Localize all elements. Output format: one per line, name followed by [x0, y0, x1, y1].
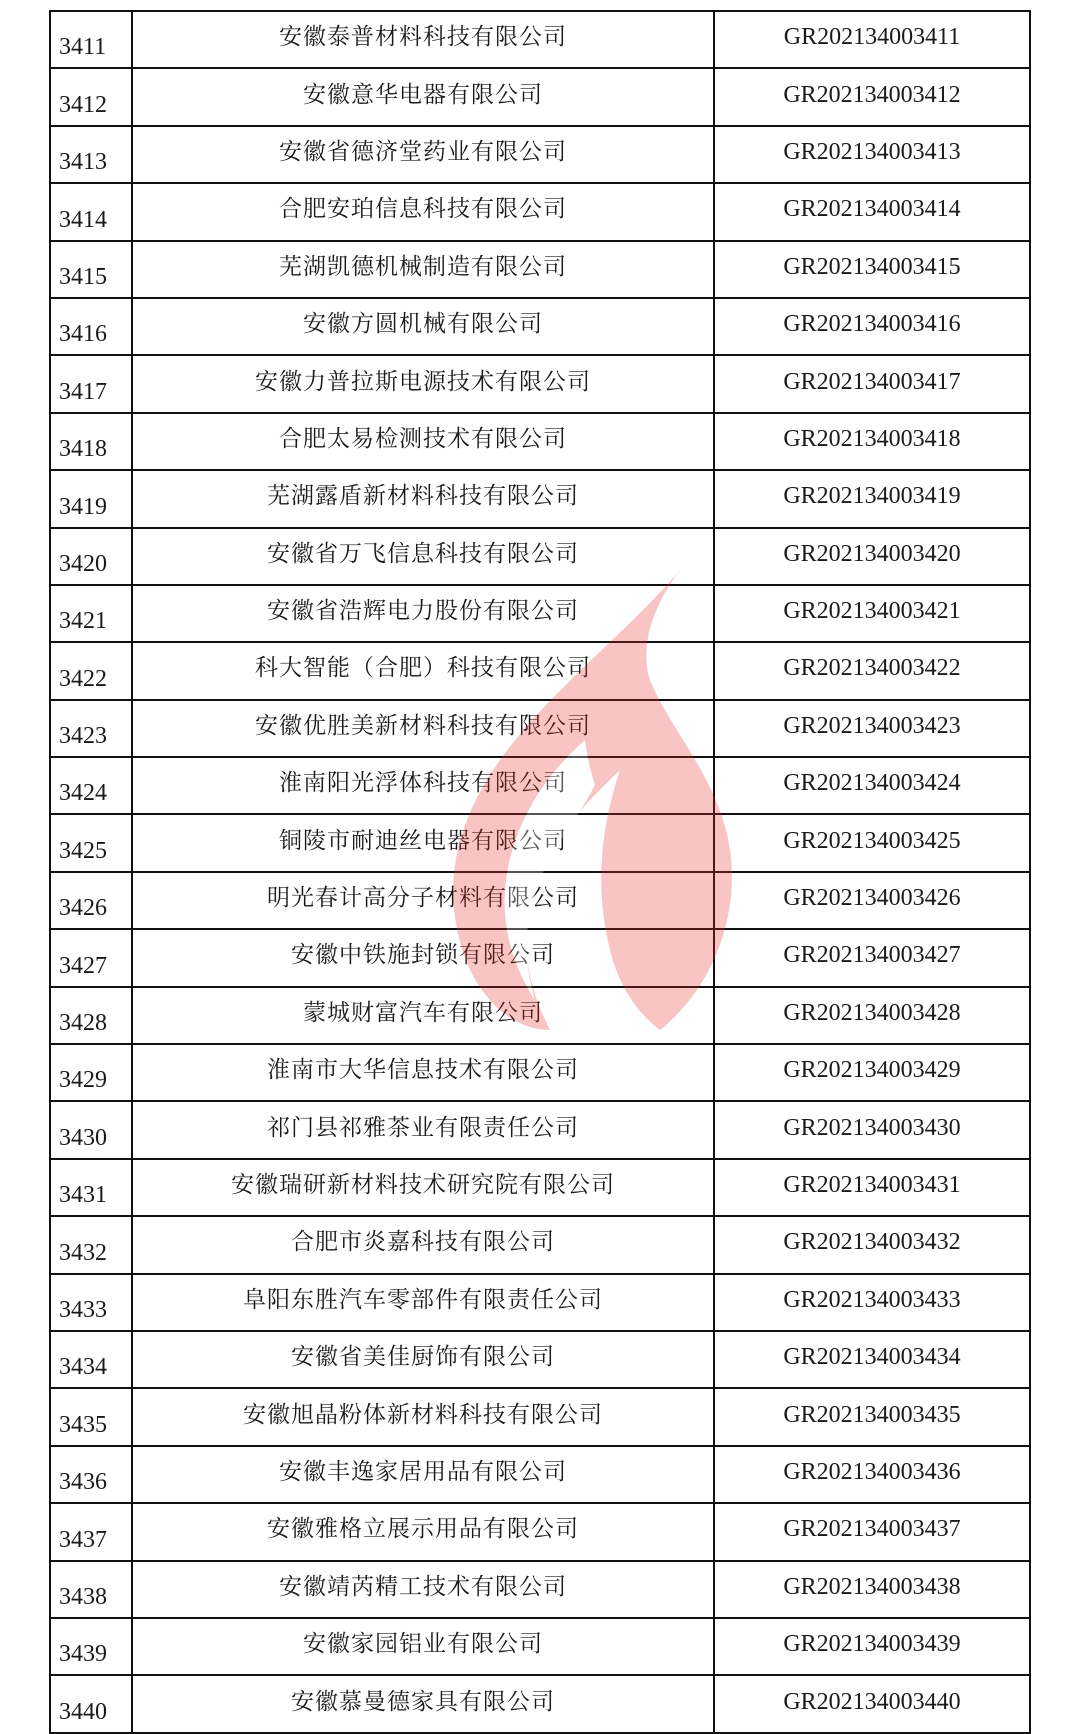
- row-number-cell: 3430: [50, 1101, 132, 1158]
- row-number-cell: 3427: [50, 929, 132, 986]
- table-row: [50, 1503, 1030, 1560]
- table-row: [50, 1388, 1030, 1445]
- certificate-code-cell: GR202134003411: [714, 11, 1030, 68]
- company-name-cell: 祁门县祁雅茶业有限责任公司: [132, 1101, 714, 1158]
- row-number-cell: 3439: [50, 1618, 132, 1675]
- company-name-cell: 安徽靖芮精工技术有限公司: [132, 1561, 714, 1618]
- certificate-code-cell: GR202134003426: [714, 872, 1030, 929]
- table-row: [50, 1446, 1030, 1503]
- certificate-code-cell: GR202134003431: [714, 1159, 1030, 1216]
- table-row: [50, 987, 1030, 1044]
- company-name-cell: 安徽优胜美新材料科技有限公司: [132, 700, 714, 757]
- certificate-code-cell: GR202134003434: [714, 1331, 1030, 1388]
- table-row: [50, 872, 1030, 929]
- certificate-code-cell: GR202134003429: [714, 1044, 1030, 1101]
- company-name-cell: 芜湖凯德机械制造有限公司: [132, 241, 714, 298]
- table-row: [50, 298, 1030, 355]
- row-number-cell: 3414: [50, 183, 132, 240]
- certificate-code-cell: GR202134003440: [714, 1675, 1030, 1732]
- table-row: [50, 528, 1030, 585]
- certificate-code-cell: GR202134003419: [714, 470, 1030, 527]
- table-row: [50, 470, 1030, 527]
- certificate-code-cell: GR202134003420: [714, 528, 1030, 585]
- row-number-cell: 3423: [50, 700, 132, 757]
- company-name-cell: 安徽慕曼德家具有限公司: [132, 1675, 714, 1732]
- table-row: [50, 1044, 1030, 1101]
- company-name-cell: 淮南市大华信息技术有限公司: [132, 1044, 714, 1101]
- certificate-code-cell: GR202134003424: [714, 757, 1030, 814]
- table-row: [50, 126, 1030, 183]
- certificate-code-cell: GR202134003425: [714, 814, 1030, 871]
- table-row: [50, 1216, 1030, 1273]
- certificate-code-cell: GR202134003412: [714, 68, 1030, 125]
- row-number-cell: 3422: [50, 642, 132, 699]
- table-row: [50, 68, 1030, 125]
- row-number-cell: 3417: [50, 355, 132, 412]
- certificate-code-cell: GR202134003435: [714, 1388, 1030, 1445]
- company-table: [49, 10, 1031, 1734]
- company-name-cell: 安徽旭晶粉体新材料科技有限公司: [132, 1388, 714, 1445]
- company-name-cell: 安徽力普拉斯电源技术有限公司: [132, 355, 714, 412]
- row-number-cell: 3412: [50, 68, 132, 125]
- row-number-cell: 3440: [50, 1675, 132, 1732]
- row-number-cell: 3420: [50, 528, 132, 585]
- row-number-cell: 3411: [50, 11, 132, 68]
- row-number-cell: 3431: [50, 1159, 132, 1216]
- table-row: [50, 1618, 1030, 1675]
- company-name-cell: 安徽瑞研新材料技术研究院有限公司: [132, 1159, 714, 1216]
- row-number-cell: 3413: [50, 126, 132, 183]
- company-name-cell: 淮南阳光浮体科技有限公司: [132, 757, 714, 814]
- certificate-code-cell: GR202134003428: [714, 987, 1030, 1044]
- company-name-cell: 阜阳东胜汽车零部件有限责任公司: [132, 1274, 714, 1331]
- certificate-code-cell: GR202134003415: [714, 241, 1030, 298]
- certificate-code-cell: GR202134003417: [714, 355, 1030, 412]
- company-name-cell: 安徽省美佳厨饰有限公司: [132, 1331, 714, 1388]
- table-row: [50, 1561, 1030, 1618]
- company-name-cell: 安徽雅格立展示用品有限公司: [132, 1503, 714, 1560]
- row-number-cell: 3433: [50, 1274, 132, 1331]
- table-row: [50, 814, 1030, 871]
- certificate-code-cell: GR202134003436: [714, 1446, 1030, 1503]
- row-number-cell: 3436: [50, 1446, 132, 1503]
- row-number-cell: 3434: [50, 1331, 132, 1388]
- table-row: [50, 11, 1030, 68]
- company-name-cell: 安徽省浩辉电力股份有限公司: [132, 585, 714, 642]
- table-row: [50, 1331, 1030, 1388]
- company-name-cell: 安徽中铁施封锁有限公司: [132, 929, 714, 986]
- table-row: [50, 355, 1030, 412]
- company-name-cell: 安徽省德济堂药业有限公司: [132, 126, 714, 183]
- row-number-cell: 3438: [50, 1561, 132, 1618]
- row-number-cell: 3432: [50, 1216, 132, 1273]
- certificate-code-cell: GR202134003414: [714, 183, 1030, 240]
- company-name-cell: 芜湖露盾新材料科技有限公司: [132, 470, 714, 527]
- certificate-code-cell: GR202134003438: [714, 1561, 1030, 1618]
- row-number-cell: 3424: [50, 757, 132, 814]
- company-table-body: [50, 11, 1030, 1733]
- certificate-code-cell: GR202134003427: [714, 929, 1030, 986]
- company-table-container: [49, 10, 1031, 1734]
- table-row: [50, 700, 1030, 757]
- row-number-cell: 3419: [50, 470, 132, 527]
- company-name-cell: 蒙城财富汽车有限公司: [132, 987, 714, 1044]
- row-number-cell: 3421: [50, 585, 132, 642]
- company-name-cell: 铜陵市耐迪丝电器有限公司: [132, 814, 714, 871]
- company-name-cell: 明光春计高分子材料有限公司: [132, 872, 714, 929]
- company-name-cell: 合肥市炎嘉科技有限公司: [132, 1216, 714, 1273]
- certificate-code-cell: GR202134003437: [714, 1503, 1030, 1560]
- row-number-cell: 3426: [50, 872, 132, 929]
- table-row: [50, 757, 1030, 814]
- company-name-cell: 安徽丰逸家居用品有限公司: [132, 1446, 714, 1503]
- company-name-cell: 安徽方圆机械有限公司: [132, 298, 714, 355]
- table-row: [50, 413, 1030, 470]
- row-number-cell: 3437: [50, 1503, 132, 1560]
- table-row: [50, 585, 1030, 642]
- certificate-code-cell: GR202134003430: [714, 1101, 1030, 1158]
- company-name-cell: 科大智能（合肥）科技有限公司: [132, 642, 714, 699]
- certificate-code-cell: GR202134003418: [714, 413, 1030, 470]
- certificate-code-cell: GR202134003413: [714, 126, 1030, 183]
- table-row: [50, 1274, 1030, 1331]
- row-number-cell: 3418: [50, 413, 132, 470]
- table-row: [50, 1675, 1030, 1732]
- table-row: [50, 1101, 1030, 1158]
- row-number-cell: 3435: [50, 1388, 132, 1445]
- certificate-code-cell: GR202134003439: [714, 1618, 1030, 1675]
- row-number-cell: 3429: [50, 1044, 132, 1101]
- row-number-cell: 3428: [50, 987, 132, 1044]
- company-name-cell: 安徽意华电器有限公司: [132, 68, 714, 125]
- certificate-code-cell: GR202134003423: [714, 700, 1030, 757]
- certificate-code-cell: GR202134003421: [714, 585, 1030, 642]
- company-name-cell: 合肥安珀信息科技有限公司: [132, 183, 714, 240]
- table-row: [50, 241, 1030, 298]
- company-name-cell: 安徽家园铝业有限公司: [132, 1618, 714, 1675]
- table-row: [50, 1159, 1030, 1216]
- table-row: [50, 929, 1030, 986]
- table-row: [50, 183, 1030, 240]
- company-name-cell: 安徽省万飞信息科技有限公司: [132, 528, 714, 585]
- row-number-cell: 3416: [50, 298, 132, 355]
- certificate-code-cell: GR202134003422: [714, 642, 1030, 699]
- company-name-cell: 合肥太易检测技术有限公司: [132, 413, 714, 470]
- certificate-code-cell: GR202134003416: [714, 298, 1030, 355]
- company-name-cell: 安徽泰普材料科技有限公司: [132, 11, 714, 68]
- row-number-cell: 3425: [50, 814, 132, 871]
- row-number-cell: 3415: [50, 241, 132, 298]
- certificate-code-cell: GR202134003432: [714, 1216, 1030, 1273]
- table-row: [50, 642, 1030, 699]
- certificate-code-cell: GR202134003433: [714, 1274, 1030, 1331]
